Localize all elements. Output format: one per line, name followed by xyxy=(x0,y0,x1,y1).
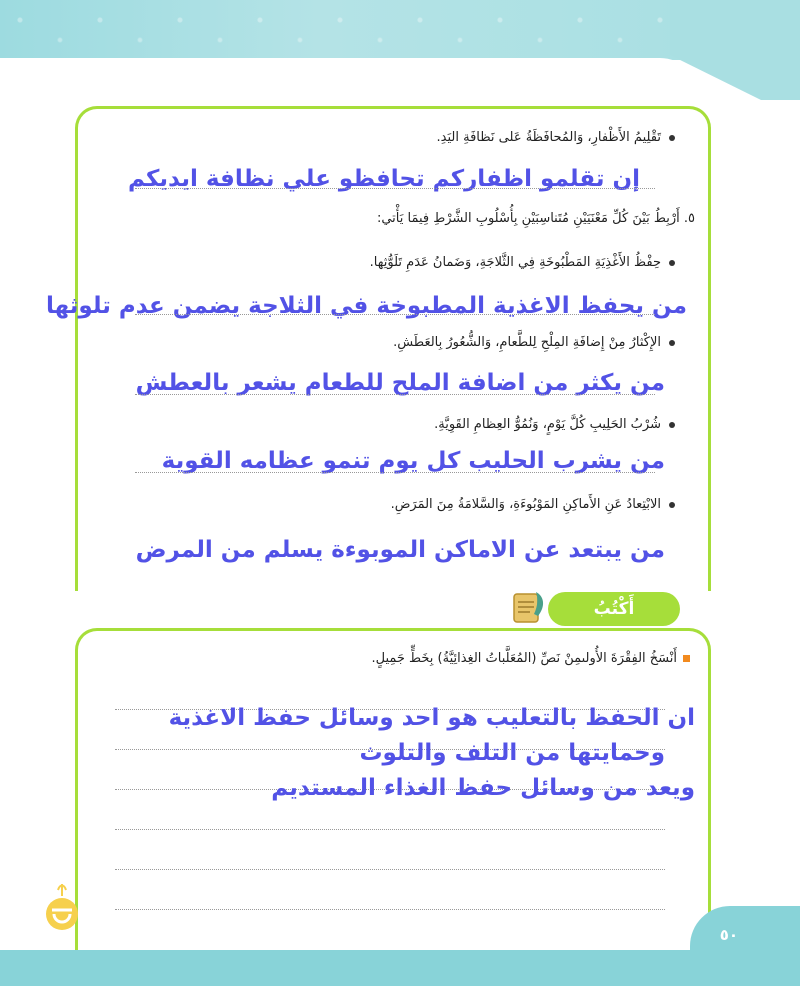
header-white-curve xyxy=(0,58,700,102)
scroll-quill-icon xyxy=(508,588,548,630)
item-5-answer: من يبتعد عن الاماكن الموبوءة يسلم من المرض xyxy=(135,537,665,563)
writing-line xyxy=(115,829,665,830)
writing-line xyxy=(115,909,665,910)
answer-line xyxy=(135,472,655,473)
copied-line-2: وحمايتها من التلف والتلوث xyxy=(359,740,665,766)
write-tab: أَكْتُبُ xyxy=(548,592,680,626)
answer-line xyxy=(135,188,655,189)
copied-line-3: ويعد من وسائل حفظ الغذاء المستديم xyxy=(271,775,695,801)
item-1-answer: إن تقلمو اظفاركم تحافظو علي نظافة ايديكم xyxy=(127,166,640,192)
bullet-icon xyxy=(669,260,675,266)
item-2-answer: من يحفظ الاغذية المطبوخة في الثلاجة يضمن عدم تلوثها xyxy=(45,293,687,319)
publisher-logo-icon xyxy=(40,880,84,934)
footer-band xyxy=(0,950,800,986)
bullet-icon xyxy=(669,135,675,141)
item-2-prompt: حِفْظُ الأَغْذِيَةِ المَطْبُوخَةِ فِي الثَّلاجَةِ، وَضَمانُ عَدَمِ تَلَوُّثِها. xyxy=(370,255,675,270)
copied-line-1: ان الحفظ بالتعليب هو احد وسائل حفظ الاغذية xyxy=(168,705,695,731)
page-number-tab xyxy=(690,906,800,986)
page-number: ٥٠ xyxy=(719,926,738,944)
square-bullet-icon xyxy=(683,655,690,662)
item-3-prompt: الإِكْثارُ مِنْ إِضافَةِ المِلْحِ لِلطَّعامِ، وَالشُّعُورُ بِالعَطَشِ. xyxy=(393,335,675,350)
item-1-prompt: تَقْلِيمُ الأَظْفارِ، وَالمُحافَظَةُ عَلى نَظافَةِ اليَدِ. xyxy=(437,130,675,145)
item-3-answer: من يكثر من اضافة الملح للطعام يشعر بالعطش xyxy=(135,370,665,396)
bullet-icon xyxy=(669,502,675,508)
item-5-prompt: الابْتِعادُ عَنِ الأَماكِنِ المَوْبُوءَةِ، وَالسَّلامَةُ مِنَ المَرَضِ. xyxy=(391,497,675,512)
writing-line xyxy=(115,869,665,870)
answer-line xyxy=(135,394,655,395)
item-4-answer: من يشرب الحليب كل يوم تنمو عظامه القوية xyxy=(161,448,665,474)
answer-line xyxy=(135,314,655,315)
write-instruction: أَنْسَخُ الفِقْرَةَ الأُولىمِنْ نَصِّ (المُعَلَّباتُ الغِذائِيَّةُ) بِخَطٍّ جَمِيلٍ. xyxy=(371,651,690,666)
write-panel xyxy=(75,628,711,981)
bullet-icon xyxy=(669,340,675,346)
bullet-icon xyxy=(669,422,675,428)
item-4-prompt: شُرْبُ الحَلِيبِ كُلَّ يَوْمٍ، وَنُمُوُّ العِظامِ القَوِيَّةِ. xyxy=(434,417,675,432)
question-5: ٥. أَرْبِطُ بَيْنَ كُلِّ مَعْنَيَيْنِ مُتَناسِبَيْنِ بِأُسْلُوبِ الشَّرْطِ فِيمَا يَأْتي: xyxy=(376,211,695,226)
